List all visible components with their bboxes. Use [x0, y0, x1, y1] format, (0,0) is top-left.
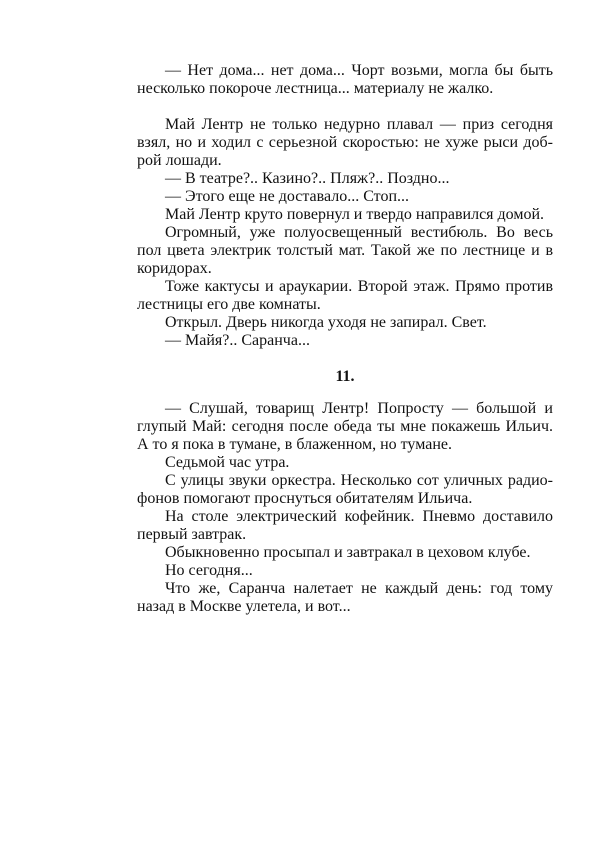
paragraph: Огромный, уже полуосвещенный вестибюль. Во весь пол цвета электрик толстый мат. Такой же по лестнице и в коридорах. [137, 224, 553, 277]
chapter-heading: 11. [335, 368, 355, 385]
paragraph: Но сегодня... [165, 562, 253, 579]
text-block-top [137, 62, 553, 98]
paragraph: Май Лентр круто повернул и твердо направился домой. [165, 206, 545, 223]
paragraph: С улицы звуки оркестра. Несколько сот уличных радиофонов помогают проснуться обитателям Ильича. [137, 472, 553, 507]
paragraph: Тоже кактусы и араукарии. Второй этаж. Прямо против лестницы его две комнаты. [137, 278, 553, 313]
paragraph: — В театре?.. Казино?.. Пляж?.. Поздно... [165, 170, 450, 187]
paragraph: — Этого еще не доставало... Стоп... [165, 188, 409, 205]
paragraph: Открыл. Дверь никогда уходя не запирал. Свет. [165, 314, 487, 331]
paragraph: Что же, Саранча налетает не каждый день: год тому назад в Москве улетела, и вот... [137, 580, 553, 615]
paragraph: Май Лентр не только недурно плавал — приз сегодня взял, но и ходил с серьезной скоростью: не хуже рыси доброй лошади. [137, 116, 553, 169]
paragraph: — Майя?.. Саранча... [165, 332, 310, 349]
paragraph: — Нет дома... нет дома... Чорт возьми, могла бы быть несколько покороче лестница... материалу не жалко. [137, 62, 553, 97]
text-block-bottom [137, 400, 553, 616]
paragraph: Обыкновенно просыпал и завтракал в цеховом клубе. [165, 544, 531, 561]
text-block-middle [137, 116, 553, 350]
paragraph: На столе электрический кофейник. Пневмо доставило первый завтрак. [137, 508, 553, 543]
paragraph: Седьмой час утра. [165, 454, 290, 471]
paragraph: — Слушай, товарищ Лентр! Попросту — большой и глупый Май: сегодня после обеда ты мне покажешь Ильич. А то я пока в тумане, в блаженном, но тумане. [137, 400, 553, 453]
